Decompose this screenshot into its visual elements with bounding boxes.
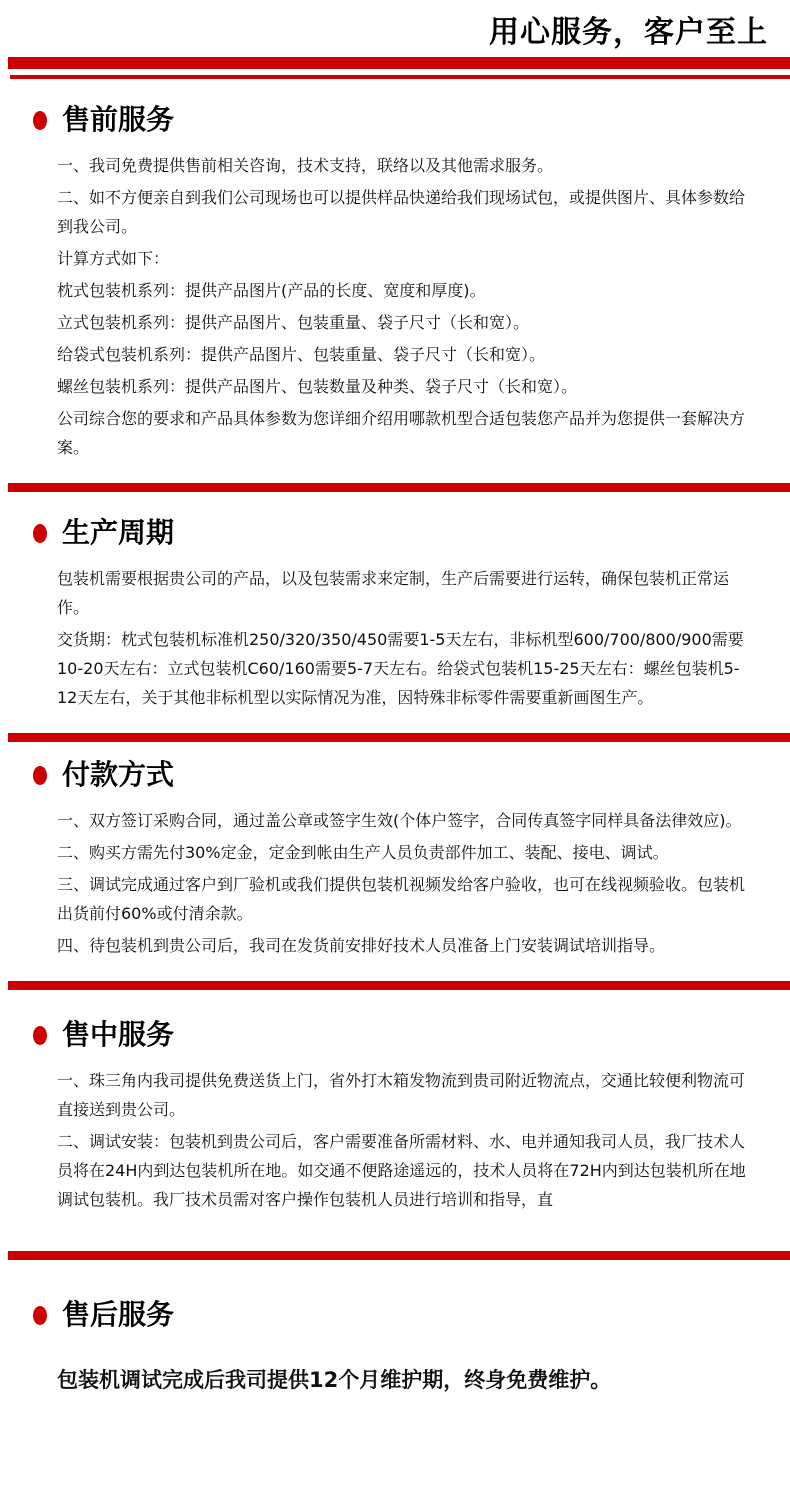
section-in-sale-service bbox=[0, 990, 790, 1251]
section-body bbox=[57, 1066, 750, 1214]
section-title: 售前服务 bbox=[62, 103, 175, 136]
paragraph: 交货期：枕式包装机标准机250/320/350/450需要1-5天左右，非标机型600/700/800/900需要10-20天左右：立式包装机C60/160需要5-7天左右。给袋式包装机15-25天左右：螺丝包装机5-12天左右，关于其他非标机型以实际情况为准，因特殊非标零件需要重新画图生产。 bbox=[57, 630, 744, 707]
section-production-cycle bbox=[0, 492, 790, 733]
paragraph: 枕式包装机系列：提供产品图片(产品的长度、宽度和厚度)。 bbox=[57, 281, 486, 300]
red-bullet-icon bbox=[33, 766, 47, 785]
page-header bbox=[0, 0, 790, 79]
section-title-row bbox=[33, 514, 750, 552]
section-after-sale-service bbox=[0, 1260, 790, 1417]
page-slogan: 用心服务，客户至上 bbox=[489, 15, 768, 50]
section-title: 售后服务 bbox=[62, 1298, 175, 1331]
section-title-row bbox=[33, 101, 750, 139]
paragraph: 公司综合您的要求和产品具体参数为您详细介绍用哪款机型合适包装您产品并为您提供一套解决方案。 bbox=[57, 409, 746, 457]
section-body bbox=[57, 564, 750, 712]
section-title-row bbox=[33, 1296, 750, 1334]
paragraph: 二、调试安装：包装机到贵公司后，客户需要准备所需材料、水、电并通知我司人员，我厂技术人员将在24H内到达包装机所在地。如交通不便路途遥远的，技术人员将在72H内到达包装机所在地调试包装机。我厂技术员需对客户操作包装机人员进行培训和指导，直 bbox=[57, 1132, 746, 1209]
section-title: 售中服务 bbox=[62, 1018, 175, 1051]
section-pre-sale-service bbox=[0, 79, 790, 483]
section-title: 生产周期 bbox=[62, 516, 175, 549]
paragraph: 三、调试完成通过客户到厂验机或我们提供包装机视频发给客户验收，也可在线视频验收。包装机出货前付60%或付清余款。 bbox=[57, 875, 746, 923]
paragraph: 二、购买方需先付30%定金，定金到帐由生产人员负责部件加工、装配、接电、调试。 bbox=[57, 843, 669, 862]
paragraph: 立式包装机系列：提供产品图片、包装重量、袋子尺寸（长和宽）。 bbox=[57, 313, 530, 332]
red-bullet-icon bbox=[33, 1306, 47, 1325]
paragraph: 四、待包装机到贵公司后，我司在发货前安排好技术人员准备上门安装调试培训指导。 bbox=[57, 936, 666, 955]
red-bar-thick bbox=[8, 57, 790, 69]
section-divider bbox=[8, 981, 790, 990]
section-title-row bbox=[33, 756, 750, 794]
paragraph: 螺丝包装机系列：提供产品图片、包装数量及种类、袋子尺寸（长和宽）。 bbox=[57, 377, 578, 396]
paragraph: 一、我司免费提供售前相关咨询，技术支持，联络以及其他需求服务。 bbox=[57, 156, 554, 175]
red-bullet-icon bbox=[33, 1026, 47, 1045]
paragraph: 给袋式包装机系列：提供产品图片、包装重量、袋子尺寸（长和宽）。 bbox=[57, 345, 546, 364]
red-bullet-icon bbox=[33, 111, 47, 130]
section-body bbox=[57, 806, 750, 960]
paragraph: 包装机需要根据贵公司的产品，以及包装需求来定制，生产后需要进行运转，确保包装机正常运作。 bbox=[57, 569, 730, 617]
section-payment-method bbox=[0, 742, 790, 981]
section-title: 付款方式 bbox=[62, 758, 175, 791]
section-title-row bbox=[33, 1016, 750, 1054]
paragraph: 计算方式如下： bbox=[57, 249, 170, 268]
paragraph: 一、双方签订采购合同，通过盖公章或签字生效(个体户签字，合同传真签字同样具备法律效应)。 bbox=[57, 811, 742, 830]
section-divider bbox=[8, 733, 790, 742]
section-body bbox=[57, 1364, 750, 1396]
section-divider bbox=[8, 483, 790, 492]
section-divider bbox=[8, 1251, 790, 1260]
paragraph: 包装机调试完成后我司提供12个月维护期，终身免费维护。 bbox=[57, 1368, 612, 1392]
section-body bbox=[57, 151, 750, 462]
red-bullet-icon bbox=[33, 524, 47, 543]
paragraph: 二、如不方便亲自到我们公司现场也可以提供样品快递给我们现场试包，或提供图片、具体参数给到我公司。 bbox=[57, 188, 746, 236]
paragraph: 一、珠三角内我司提供免费送货上门，省外打木箱发物流到贵司附近物流点，交通比较便利物流可直接送到贵公司。 bbox=[57, 1071, 746, 1119]
